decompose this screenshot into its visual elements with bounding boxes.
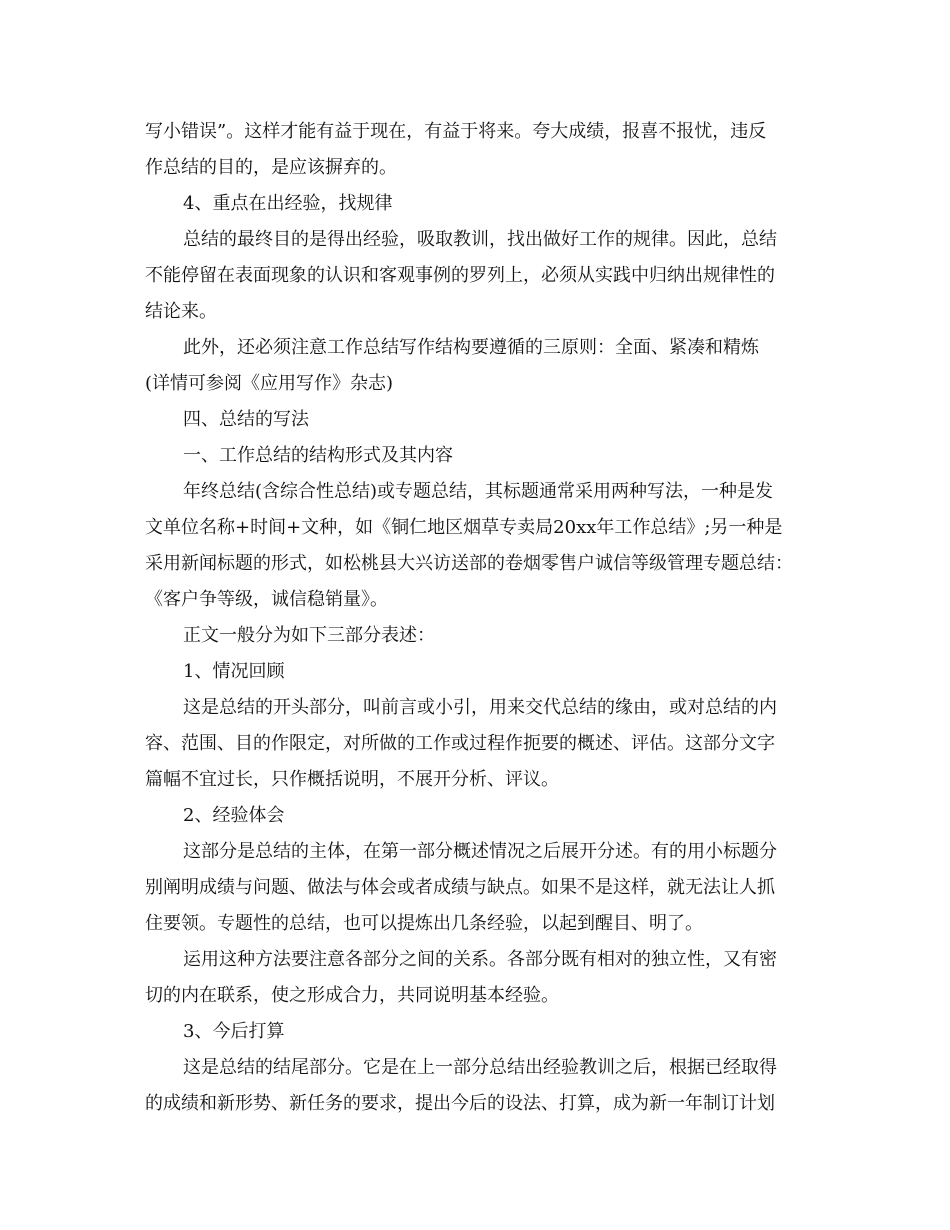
text-line: 这是总结的结尾部分。它是在上一部分总结出经验教训之后，根据已经取得 <box>183 1057 777 1078</box>
section-heading: 4、重点在出经验，找规律 <box>183 193 393 214</box>
text-line: 此外，还必须注意工作总结写作结构要遵循的三原则：全面、紧凑和精炼 <box>183 337 759 358</box>
text-line: 《客户争等级，诚信稳销量》。 <box>145 589 388 610</box>
section-heading: 1、情况回顾 <box>183 661 285 682</box>
section-heading: 2、经验体会 <box>183 805 285 826</box>
text-line: (详情可参阅《应用写作》杂志) <box>145 373 394 394</box>
text-line: 总结的最终目的是得出经验，吸取教训，找出做好工作的规律。因此，总结 <box>183 229 777 250</box>
text-line: 结论来。 <box>145 301 217 322</box>
text-line: 这部分是总结的主体，在第一部分概述情况之后展开分述。有的用小标题分 <box>183 841 777 862</box>
section-heading: 3、今后打算 <box>183 1021 285 1042</box>
text-line: 的成绩和新形势、新任务的要求，提出今后的设法、打算，成为新一年制订计划 <box>145 1093 775 1114</box>
text-line: 不能停留在表面现象的认识和客观事例的罗列上，必须从实践中归纳出规律性的 <box>145 265 775 286</box>
section-heading: 一、工作总结的结构形式及其内容 <box>183 445 453 466</box>
text-line: 篇幅不宜过长，只作概括说明，不展开分析、评议。 <box>145 769 559 790</box>
text-line: 切的内在联系，使之形成合力，共同说明基本经验。 <box>145 985 559 1006</box>
text-line: 别阐明成绩与问题、做法与体会或者成绩与缺点。如果不是这样，就无法让人抓 <box>145 877 775 898</box>
text-line: 这是总结的开头部分，叫前言或小引，用来交代总结的缘由，或对总结的内 <box>183 697 777 718</box>
text-line: 年终总结(含综合性总结)或专题总结，其标题通常采用两种写法，一种是发 <box>183 481 774 502</box>
section-heading: 四、总结的写法 <box>183 409 309 430</box>
text-line: 容、范围、目的作限定，对所做的工作或过程作扼要的概述、评估。这部分文字 <box>145 733 775 754</box>
text-line: 住要领。专题性的总结，也可以提炼出几条经验，以起到醒目、明了。 <box>145 913 703 934</box>
text-line: 写小错误”。这样才能有益于现在，有益于将来。夸大成绩，报喜不报忧，违反 <box>145 121 767 142</box>
text-line: 作总结的目的，是应该摒弃的。 <box>145 157 397 178</box>
text-line: 正文一般分为如下三部分表述： <box>183 625 435 646</box>
text-line: 运用这种方法要注意各部分之间的关系。各部分既有相对的独立性，又有密 <box>183 949 777 970</box>
text-line: 文单位名称+时间+文种，如《铜仁地区烟草专卖局20xx年工作总结》;另一种是 <box>145 517 783 538</box>
text-line: 采用新闻标题的形式，如松桃县大兴访送部的卷烟零售户诚信等级管理专题总结： <box>145 553 793 574</box>
